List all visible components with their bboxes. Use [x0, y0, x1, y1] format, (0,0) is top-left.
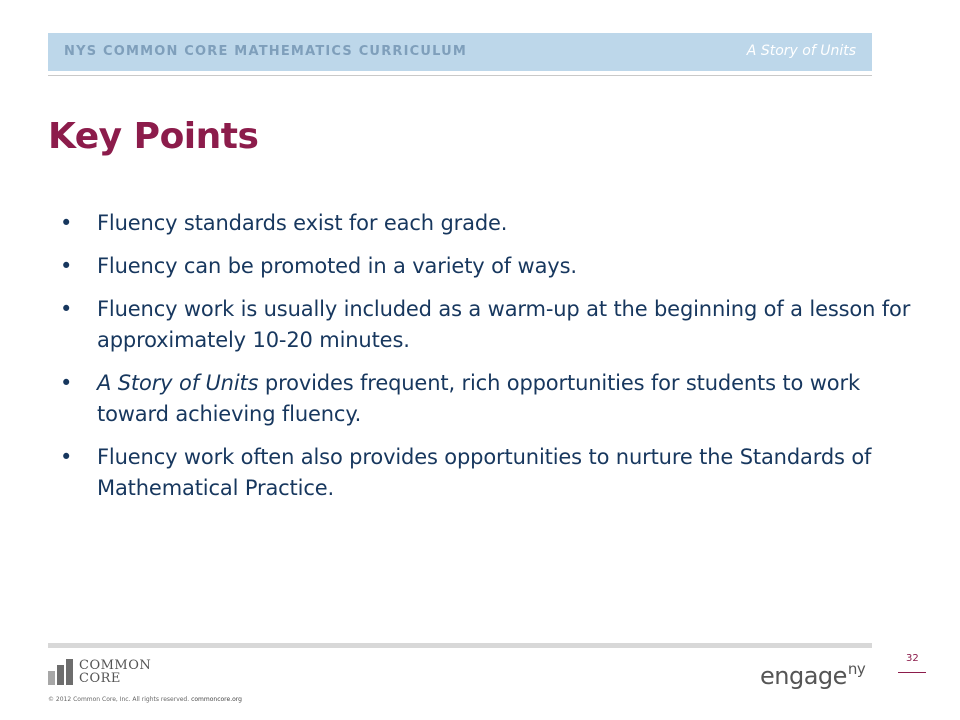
page-number: 32 [906, 653, 919, 664]
story-of-units-label: A Story of Units [746, 43, 856, 59]
copyright-notice: © 2012 Common Core, Inc. All rights reserved. commoncore.org [48, 696, 242, 703]
bullet-item: • Fluency work often also provides opportunities to nurture the Standards of Mathematical Practice. [60, 442, 920, 504]
bullet-icon: • [60, 211, 73, 235]
bullet-icon: • [60, 297, 73, 321]
footer-divider [48, 643, 872, 648]
commoncore-link[interactable]: commoncore.org [191, 696, 242, 703]
common-core-mark-icon [48, 659, 73, 685]
bullet-item: • A Story of Units provides frequent, rich opportunities for students to work toward achieving fluency. [60, 368, 920, 430]
page-number-underline [898, 672, 926, 673]
engageny-logo: engage$^{ny}$ [760, 660, 866, 690]
bullet-icon: • [60, 445, 73, 469]
common-core-wordmark: COMMON CORE [79, 658, 152, 686]
bullet-icon: • [60, 254, 73, 278]
header-divider [48, 75, 872, 76]
bullet-icon: • [60, 371, 73, 395]
italic-title: A Story of Units [97, 371, 259, 395]
bullet-item: • Fluency can be promoted in a variety of ways. [60, 251, 920, 282]
bullet-item: • Fluency standards exist for each grade. [60, 208, 920, 239]
common-core-logo [48, 659, 151, 685]
curriculum-title: NYS COMMON CORE MATHEMATICS CURRICULUM [64, 44, 468, 59]
slide-title: Key Points [48, 116, 259, 157]
bullet-item: • Fluency work is usually included as a warm-up at the beginning of a lesson for approximately 10-20 minutes. [60, 294, 920, 356]
key-points-list [60, 208, 920, 516]
